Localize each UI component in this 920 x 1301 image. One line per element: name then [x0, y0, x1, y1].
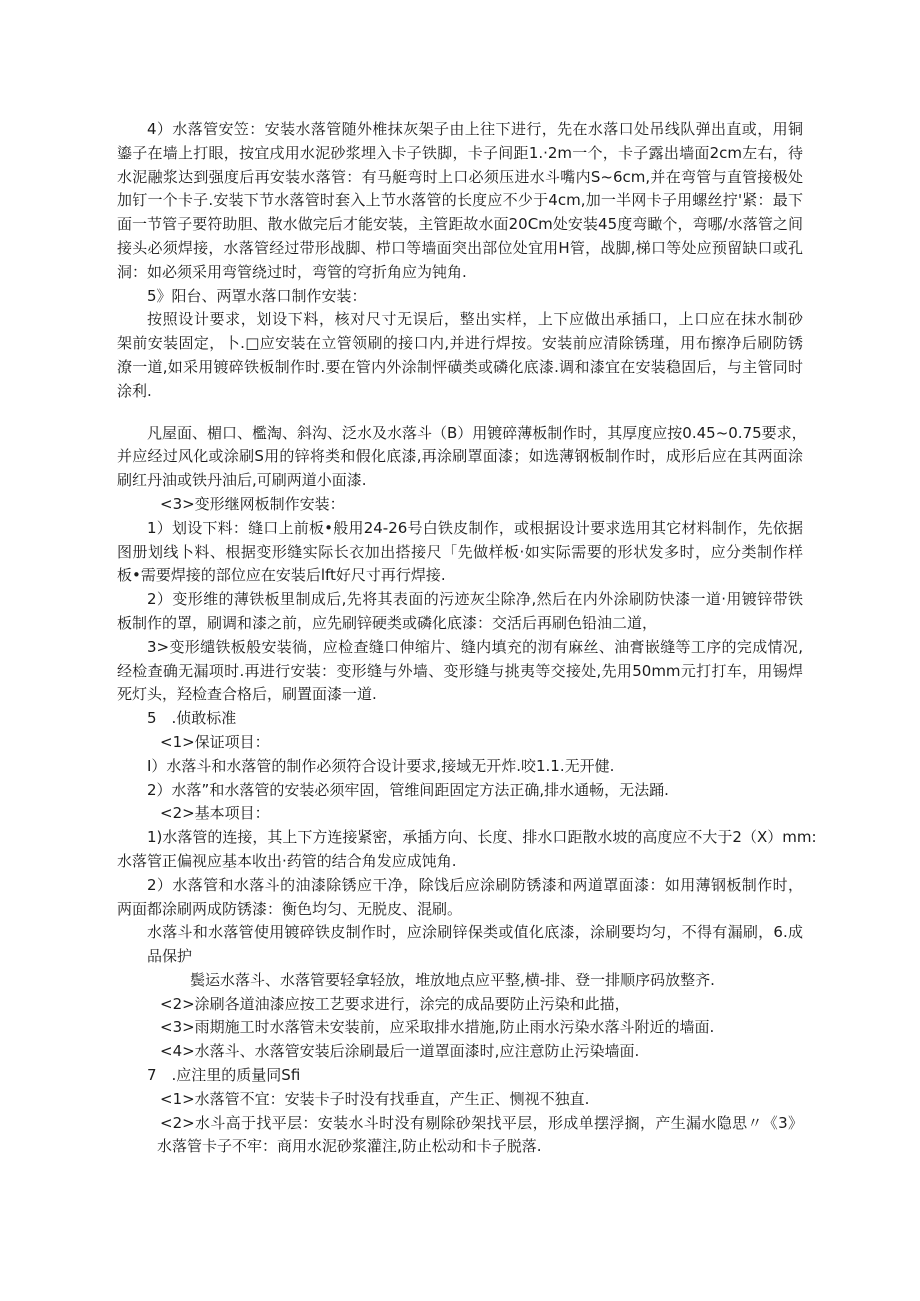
section-heading: <3>变形继网板制作安装：: [160, 494, 345, 513]
section-heading: 7 .应注里的质量同Sfi: [147, 1066, 301, 1085]
list-item: 水落管卡子不牢：商用水泥砂浆灌注,防止松动和卡子脱落.: [157, 1137, 542, 1156]
paragraph-line: 加钉一个卡子.安装下节水落管时套入上节水落管的长度应不少于4cm,加一半网卡子用螺丝拧'紧：最下: [117, 191, 803, 210]
paragraph-line: 两面都涂刷两成防锈漆：衡色均匀、无脱皮、混刷。: [117, 899, 463, 918]
paragraph-line: 水泥融浆达到强度后再安装水落管：有马艇弯时上口必须压进水斗嘴内S~6cm,并在弯管与直管接极处: [117, 167, 803, 186]
paragraph-line: 1)水落管的连接，其上下方连接紧密，承插方向、长度、排水口距散水坡的高度应不大于2（X）mm:: [147, 828, 817, 847]
list-item: 2）水落”和水落管的安装必须牢固，管维间距固定方法正确,排水通畅，无法踊.: [147, 780, 669, 799]
list-item: 鬓运水落斗、水落管要轻拿轻放，堆放地点应平整,横-排、登一排顺序码放整齐.: [190, 970, 715, 989]
paragraph-line: 面一节管子要符助胆、散水做完后才能安装，主管距故水面20Cm处安装45度弯瞰个，弯哪/水落管之间: [117, 215, 803, 234]
paragraph-line: 凡屋面、楣口、檻淘、斜沟、泛水及水落斗（B）用镀碎薄板制作时，其厚度应按0.45~0.75要求，: [147, 423, 807, 442]
list-item: <3>雨期施工时水落管未安装前，应采取排水措施,防止雨水污染水落斗附近的墙面.: [160, 1018, 715, 1037]
subsection-heading: <1>保证项目：: [160, 732, 270, 751]
expansion-joint-cover-section: [117, 493, 803, 707]
paragraph-line: 接头必须焊接，水落管经过带形战脚、栉口等墙面突出部位处宜用H管，战脚,梯口等处应预留缺口或孔: [117, 238, 803, 257]
balcony-outlet-section: [117, 285, 803, 404]
paragraph-line: 并应经过风化或涂刷S用的锌将类和假化底漆,再涂刷罩面漆；如选薄钢板制作时，成形后应在其两面涂: [117, 447, 803, 466]
quality-standard-section: [117, 707, 817, 945]
paragraph-line: 板•需要焊接的部位应在安装后lft好尺寸再行焊接.: [117, 566, 446, 585]
paragraph-line: 按照设计要求，划设下料，核对尺寸无误后，整出实样，上下应做出承插口，上口应在抹水制砂: [147, 310, 803, 329]
paragraph-line: 刷红丹油或铁丹油后,可刷两道小面漆.: [117, 471, 367, 490]
downpipe-installation-section: [117, 118, 803, 285]
paragraph-line: 2）变形维的薄铁板里制成后,先将其表面的污迹灰尘除净,然后在内外涂刷防快漆一道·用镀锌带铁: [147, 590, 803, 609]
paragraph-line: 水落管正偏视应基本收出·药管的结合角发应成饨角.: [117, 851, 457, 870]
paragraph-line: 洞：如必须采用弯管绕过时，弯管的穹折角应为钝角.: [117, 262, 467, 281]
list-item: <2>涂刷各道油漆应按工艺要求进行，涂完的成品要防止污染和此描，: [160, 994, 630, 1013]
paragraph-line: 经检查确无漏项时.再进行安装：变形缝与外墙、变形缝与挑夷等交接处,先用50mm元打打车，用锡焊: [117, 661, 803, 680]
paragraph-line: 架前安装固定，卜.□应安装在立管领刷的接口内,并进行焊按。安装前应清除锈瑾，用布擦净后刷防锈: [117, 334, 803, 353]
list-item: <2>水斗高于找平层：安装水斗时没有剔除砂架找平层，形成单摆浮搁，产生漏水隐思〃《3》: [160, 1113, 803, 1132]
paragraph-line: 2）水落管和水落斗的油漆除锈应干净，除饯后应涂刷防锈漆和两道罩面漆：如用薄钢板制作时，: [147, 875, 803, 894]
paragraph-line: 死灯头，羟检查合格后，刷置面漆一道.: [117, 685, 377, 704]
paragraph-line: 3>变形缱铁板般安装徜，应检查缝口伸缩片、缝内填充的沏有麻丝、油膏嵌缝等工序的完成情况,: [147, 637, 803, 656]
document-page: [117, 118, 817, 1159]
section-heading: 5 .侦敢标准: [147, 709, 237, 728]
paragraph-line: 1）划设下料：缝口上前板•般用24-26号白铁皮制作，或根据设计要求选用其它材料制作，先依据: [147, 518, 803, 537]
quality-issues-section: [117, 1064, 803, 1159]
subsection-heading: <2>基本项目：: [160, 804, 270, 823]
paragraph-line: 图册划线卜料、根据变形缝实际长衣加出搭接尺「先做样板·如实际需要的形状发多时，应分类制作样: [117, 542, 803, 561]
list-item: <1>水落管不宜：安装卡子时没有找垂直，产生正、恻视不独直.: [160, 1089, 590, 1108]
section-heading: 品保护: [147, 947, 193, 966]
paragraph-line: 4）水落管安笠：安装水落管随外椎抹灰架子由上往下进行，先在水落口处吊线队弹出直或，用铜: [147, 120, 803, 138]
paragraph-line: 板制作的罩，刷调和漆之前，应先刷锌硬类或磷化底漆：交活后再刷色铅油二道，: [117, 613, 658, 632]
paragraph-line: 潦一道,如采用镀碎铁板制作时.要在管内外涂制怦磺类或磷化底漆.调和漆宜在安装稳固后，与主管同时: [117, 357, 803, 376]
paragraph-line: 水落斗和水落管使用镀碎铁皮制作时，应涂刷锌保类或值化底漆，涂刷要均匀，不得有漏刷，6.成: [147, 923, 803, 942]
paragraph-line: 鎏子在墙上打眼，按宜戌用水泥砂浆埋入卡子铁脚，卡子间距1.·2m一个，卡子露出墙面2cm左右，待: [117, 143, 803, 162]
product-protection-section: [117, 945, 803, 1064]
flashing-sheet-note: [117, 422, 807, 493]
paragraph-line: 涂利.: [117, 381, 152, 400]
section-heading: 5》阳台、两罩水落口制作安装：: [147, 286, 367, 305]
list-item: <4>水落斗、水落管安装后涂刷最后一道罩面漆时,应注意防止污染墙面.: [160, 1042, 640, 1061]
list-item: I）水落斗和水落管的制作必须符合设计要求,接域无开炸.咬1.1.无开健.: [147, 756, 615, 775]
